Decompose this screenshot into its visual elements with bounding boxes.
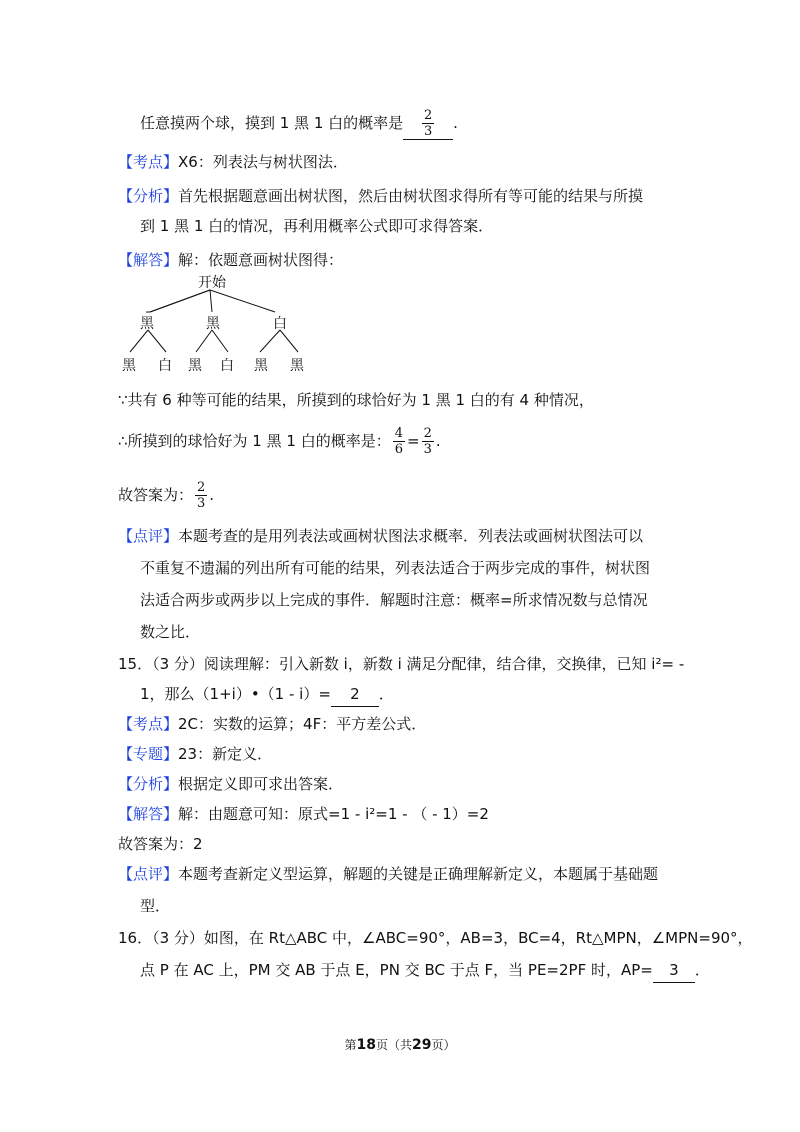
q15-kaodian-line: 【考点】2C：实数的运算；4F：平方差公式．	[118, 715, 427, 733]
kaodian-tag: 【考点】	[118, 153, 179, 171]
tree-root: 开始	[198, 275, 226, 291]
fenxi-tag: 【分析】	[118, 775, 179, 793]
page-footer: 第18页（共29页）	[344, 1037, 456, 1053]
tree-l1-node: 黑	[140, 316, 154, 332]
q15-line-1: 15．（3 分）阅读理解：引入新数 i，新数 i 满足分配律，结合律，交换律，已知 i²= ‑	[118, 655, 685, 673]
fenxi-line-1: 【分析】首先根据题意画出树状图，然后由树状图求得所有等可能的结果与所摸	[118, 187, 644, 205]
dianping-tag: 【点评】	[118, 865, 179, 883]
kaodian-tag: 【考点】	[118, 715, 179, 733]
q15-fenxi-line: 【分析】根据定义即可求出答案．	[118, 775, 344, 793]
tree-l2-node: 黑	[188, 358, 202, 374]
tree-l1-node: 白	[273, 316, 287, 332]
answer-blank: 2	[331, 682, 379, 707]
tree-l2-node: 黑	[254, 358, 268, 374]
therefore-line: ∴所摸到的球恰好为 1 黑 1 白的概率是： $\frac{4}{6}$ = $\frac{2}{3}$ .	[118, 426, 441, 457]
tree-l2-node: 黑	[122, 358, 136, 374]
fraction: $\frac{2}{3}$	[197, 480, 206, 511]
jieda-tag: 【解答】	[118, 251, 179, 269]
dianping-line-2: 不重复不遗漏的列出所有可能的结果，列表法适合于两步完成的事件，树状图	[140, 559, 651, 577]
page-total: 29	[412, 1037, 432, 1053]
tree-diagram	[110, 272, 330, 377]
kaodian-line: 【考点】X6：列表法与树状图法．	[118, 153, 348, 171]
dianping-tag: 【点评】	[118, 527, 179, 545]
jieda-tag: 【解答】	[118, 805, 179, 823]
fraction: $\frac{2}{3}$	[423, 426, 432, 457]
answer-blank: 3	[653, 958, 695, 983]
q16-line-1: 16．（3 分）如图，在 Rt△ABC 中，∠ABC=90°，AB=3，BC=4，Rt△MPN，∠MPN=90°，	[118, 929, 753, 947]
because-line: ∵共有 6 种等可能的结果，所摸到的球恰好为 1 黑 1 白的有 4 种情况，	[118, 391, 594, 409]
q15-jieda-line: 【解答】解：由题意可知：原式=1 ‑ i²=1 ‑ （ ‑ 1）=2	[118, 805, 489, 823]
jieda-line: 【解答】解：依题意画树状图得：	[118, 251, 344, 269]
q15-line-2: 1，那么（1+i）•（1 ‑ i）= 2 ．	[140, 682, 394, 707]
answer-line: 故答案为： $\frac{2}{3}$ .	[118, 480, 215, 511]
answer-line-top: 任意摸两个球，摸到 1 黑 1 白的概率是 $\frac{2}{3}$ .	[140, 108, 458, 139]
tree-l1-node: 黑	[206, 316, 220, 332]
q15-zhuanti-line: 【专题】23：新定义．	[118, 745, 273, 763]
q15-dianping-line-2: 型．	[140, 897, 171, 915]
tree-l2-node: 白	[158, 358, 172, 374]
dianping-line-3: 法适合两步或两步以上完成的事件．解题时注意：概率=所求情况数与总情况	[140, 591, 648, 609]
fraction: $\frac{4}{6}$	[394, 426, 403, 457]
fenxi-tag: 【分析】	[118, 187, 179, 205]
tree-l2-node: 黑	[290, 358, 304, 374]
fenxi-line-2: 到 1 黑 1 白的情况，再利用概率公式即可求得答案．	[140, 217, 494, 235]
zhuanti-tag: 【专题】	[118, 745, 179, 763]
q15-answer-line: 故答案为：2	[118, 835, 203, 853]
dianping-line-1: 【点评】本题考查的是用列表法或画树状图法求概率．列表法或画树状图法可以	[118, 527, 644, 545]
q15-dianping-line-1: 【点评】本题考查新定义型运算，解题的关键是正确理解新定义，本题属于基础题	[118, 865, 659, 883]
tree-l2-node: 白	[220, 358, 234, 374]
dianping-line-4: 数之比．	[140, 623, 201, 641]
q16-line-2: 点 P 在 AC 上，PM 交 AB 于点 E，PN 交 BC 于点 F，当 PE=2PF 时，AP= 3 ．	[140, 958, 710, 983]
page-number: 18	[356, 1037, 376, 1053]
answer-blank	[403, 108, 453, 140]
fraction: $\frac{2}{3}$	[424, 108, 433, 139]
